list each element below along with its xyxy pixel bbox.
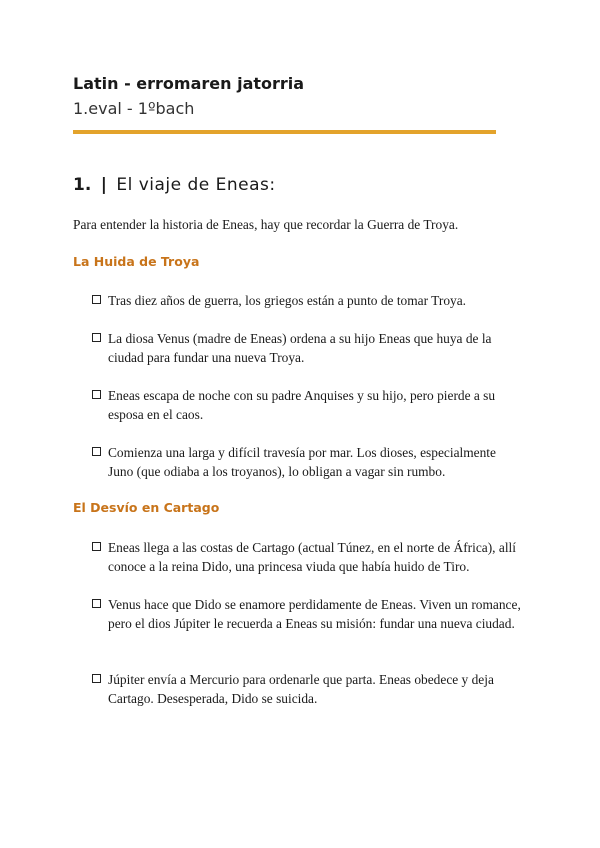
subsection-heading-cartago: El Desvío en Cartago: [73, 500, 220, 515]
task-item: [92, 443, 522, 481]
task-checkbox[interactable]: [92, 599, 101, 608]
task-item: [92, 291, 522, 310]
section-separator: |: [100, 175, 107, 195]
task-item: [92, 670, 522, 708]
task-text: Venus hace que Dido se enamore perdidamente de Eneas. Viven un romance, pero el dios Júpiter le recuerda a Eneas su misión: fundar una nueva ciudad.: [108, 597, 521, 631]
task-item: [92, 595, 522, 633]
intro-paragraph: Para entender la historia de Eneas, hay que recordar la Guerra de Troya.: [73, 217, 459, 232]
title-divider: [73, 130, 496, 134]
task-text: Eneas llega a las costas de Cartago (actual Túnez, en el norte de África), allí conoce a la reina Dido, una princesa viuda que había huido de Tiro.: [108, 540, 516, 574]
section-heading: [73, 175, 276, 195]
task-checkbox[interactable]: [92, 542, 101, 551]
task-checkbox[interactable]: [92, 447, 101, 456]
section-title: El viaje de Eneas:: [116, 175, 276, 195]
task-checkbox[interactable]: [92, 295, 101, 304]
task-text: Eneas escapa de noche con su padre Anquises y su hijo, pero pierde a su esposa en el caos.: [108, 388, 496, 422]
task-text: Tras diez años de guerra, los griegos están a punto de tomar Troya.: [108, 293, 467, 308]
task-checkbox[interactable]: [92, 674, 101, 683]
subsection-heading-huida: La Huida de Troya: [73, 254, 200, 269]
task-text: Júpiter envía a Mercurio para ordenarle que parta. Eneas obedece y deja Cartago. Desesperada, Dido se suicida.: [108, 672, 494, 706]
task-text: Comienza una larga y difícil travesía por mar. Los dioses, especialmente Juno (que odiaba a los troyanos), lo obligan a vagar sin rumbo.: [108, 445, 496, 479]
document-title: Latin - erromaren jatorria: [73, 74, 305, 93]
task-item: [92, 386, 522, 424]
task-item: [92, 329, 522, 367]
task-checkbox[interactable]: [92, 390, 101, 399]
task-item: [92, 538, 522, 576]
task-checkbox[interactable]: [92, 333, 101, 342]
document-subtitle: 1.eval - 1ºbach: [73, 99, 195, 118]
section-number: 1.: [73, 175, 92, 195]
task-text: La diosa Venus (madre de Eneas) ordena a su hijo Eneas que huya de la ciudad para fundar una nueva Troya.: [108, 331, 492, 365]
